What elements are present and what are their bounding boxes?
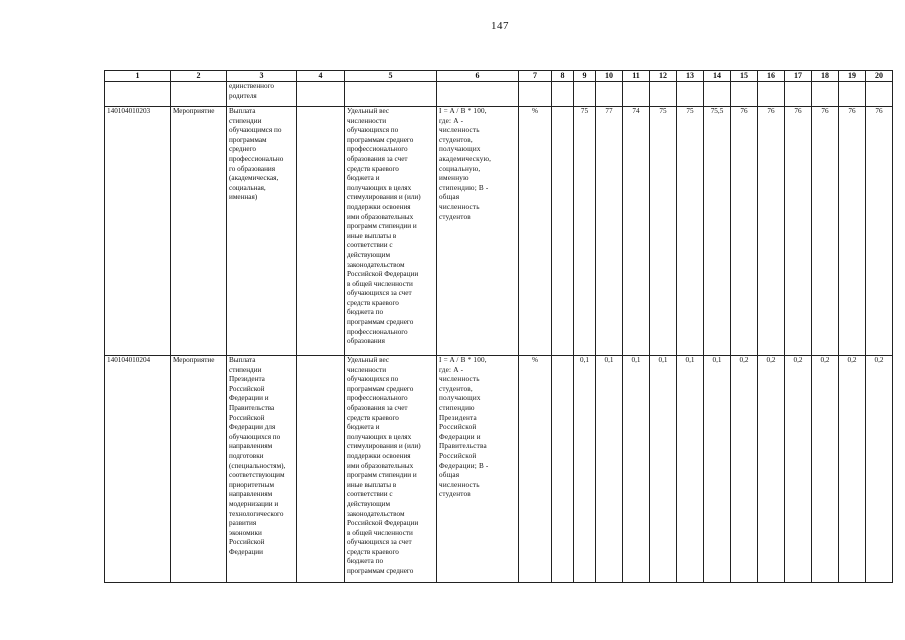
col-header: 20 — [866, 71, 893, 82]
value-cell: 76 — [785, 107, 812, 356]
table-row — [105, 107, 893, 356]
row-col4 — [297, 356, 345, 583]
col-header: 7 — [519, 71, 552, 82]
row-name: Выплата стипендии Президента Российской Федерации и Правительства Российской Федерации для обучающихся по направлениям подготовки (специальностям), соответствующим приоритетным направлениям модернизации и технологического развития экономики Российской Федерации — [227, 356, 297, 583]
row-indicator: Удельный вес численности обучающихся по программам среднего профессионального образования за счет средств краевого бюджета и получающих в целях стимулирования и (или) поддержки освоения ими образовательных программ стипендии и иные выплаты в соответствии с действующим законодательством Российской Федерации в общей численности обучающихся за счет средств краевого бюджета по программам среднего — [345, 356, 437, 583]
col-header: 8 — [552, 71, 574, 82]
col-header: 3 — [227, 71, 297, 82]
col-header: 11 — [623, 71, 650, 82]
col-header: 9 — [574, 71, 596, 82]
col-header: 19 — [839, 71, 866, 82]
header-row — [105, 71, 893, 82]
value-cell: 0,1 — [596, 356, 623, 583]
value-cell: 0,1 — [574, 356, 596, 583]
col-header: 4 — [297, 71, 345, 82]
col-header: 16 — [758, 71, 785, 82]
value-cell: 0,2 — [812, 356, 839, 583]
value-cell: 74 — [623, 107, 650, 356]
value-cell: 75 — [677, 107, 704, 356]
value-cell: 76 — [812, 107, 839, 356]
value-cell: 76 — [839, 107, 866, 356]
value-cell: 0,2 — [758, 356, 785, 583]
col-header: 10 — [596, 71, 623, 82]
value-cell: 0,2 — [866, 356, 893, 583]
col-header: 1 — [105, 71, 171, 82]
col-header: 5 — [345, 71, 437, 82]
continuation-text: единственного родителя — [227, 82, 297, 107]
value-cell: 75,5 — [704, 107, 731, 356]
value-cell: 0,2 — [785, 356, 812, 583]
col-header: 12 — [650, 71, 677, 82]
value-cell: 0,1 — [650, 356, 677, 583]
value-cell: 76 — [866, 107, 893, 356]
value-cell: 0,1 — [623, 356, 650, 583]
value-cell: 0,2 — [731, 356, 758, 583]
row-unit: % — [519, 107, 552, 356]
row-type: Мероприятие — [171, 107, 227, 356]
value-cell: 0,1 — [677, 356, 704, 583]
col-header: 13 — [677, 71, 704, 82]
value-cell: 75 — [650, 107, 677, 356]
value-cell: 75 — [574, 107, 596, 356]
value-cell: 0,1 — [704, 356, 731, 583]
value-cell: 76 — [731, 107, 758, 356]
col-header: 14 — [704, 71, 731, 82]
value-cell: 0,2 — [839, 356, 866, 583]
col-header: 6 — [437, 71, 519, 82]
page-number: 147 — [491, 20, 509, 32]
table-row — [105, 356, 893, 583]
row-col8 — [552, 356, 574, 583]
row-name: Выплата стипендии обучающимся по программам среднего профессионально го образования (академическая, социальная, именная) — [227, 107, 297, 356]
row-indicator: Удельный вес численности обучающихся по программам среднего профессионального образования за счет средств краевого бюджета и получающих в целях стимулирования и (или) поддержки освоения ими образовательных программ стипендии и иные выплаты в соответствии с действующим законодательством Российской Федерации в общей численности обучающихся за счет средств краевого бюджета по программам среднего профессионального образования — [345, 107, 437, 356]
row-code: 140104010204 — [105, 356, 171, 583]
col-header: 2 — [171, 71, 227, 82]
row-formula: I = A / B * 100, где: А - численность студентов, получающих академическую, социальную, именную стипендию; В - общая численность студентов — [437, 107, 519, 356]
row-col8 — [552, 107, 574, 356]
col-header: 15 — [731, 71, 758, 82]
col-header: 17 — [785, 71, 812, 82]
indicators-table — [104, 70, 893, 583]
value-cell: 77 — [596, 107, 623, 356]
row-type: Мероприятие — [171, 356, 227, 583]
row-unit: % — [519, 356, 552, 583]
col-header: 18 — [812, 71, 839, 82]
row-col4 — [297, 107, 345, 356]
row-formula: I = A / B * 100, где: А - численность студентов, получающих стипендию Президента Российской Федерации и Правительства Российской Федерации; В - общая численность студентов — [437, 356, 519, 583]
value-cell: 76 — [758, 107, 785, 356]
row-code: 140104010203 — [105, 107, 171, 356]
continuation-row — [105, 82, 893, 107]
